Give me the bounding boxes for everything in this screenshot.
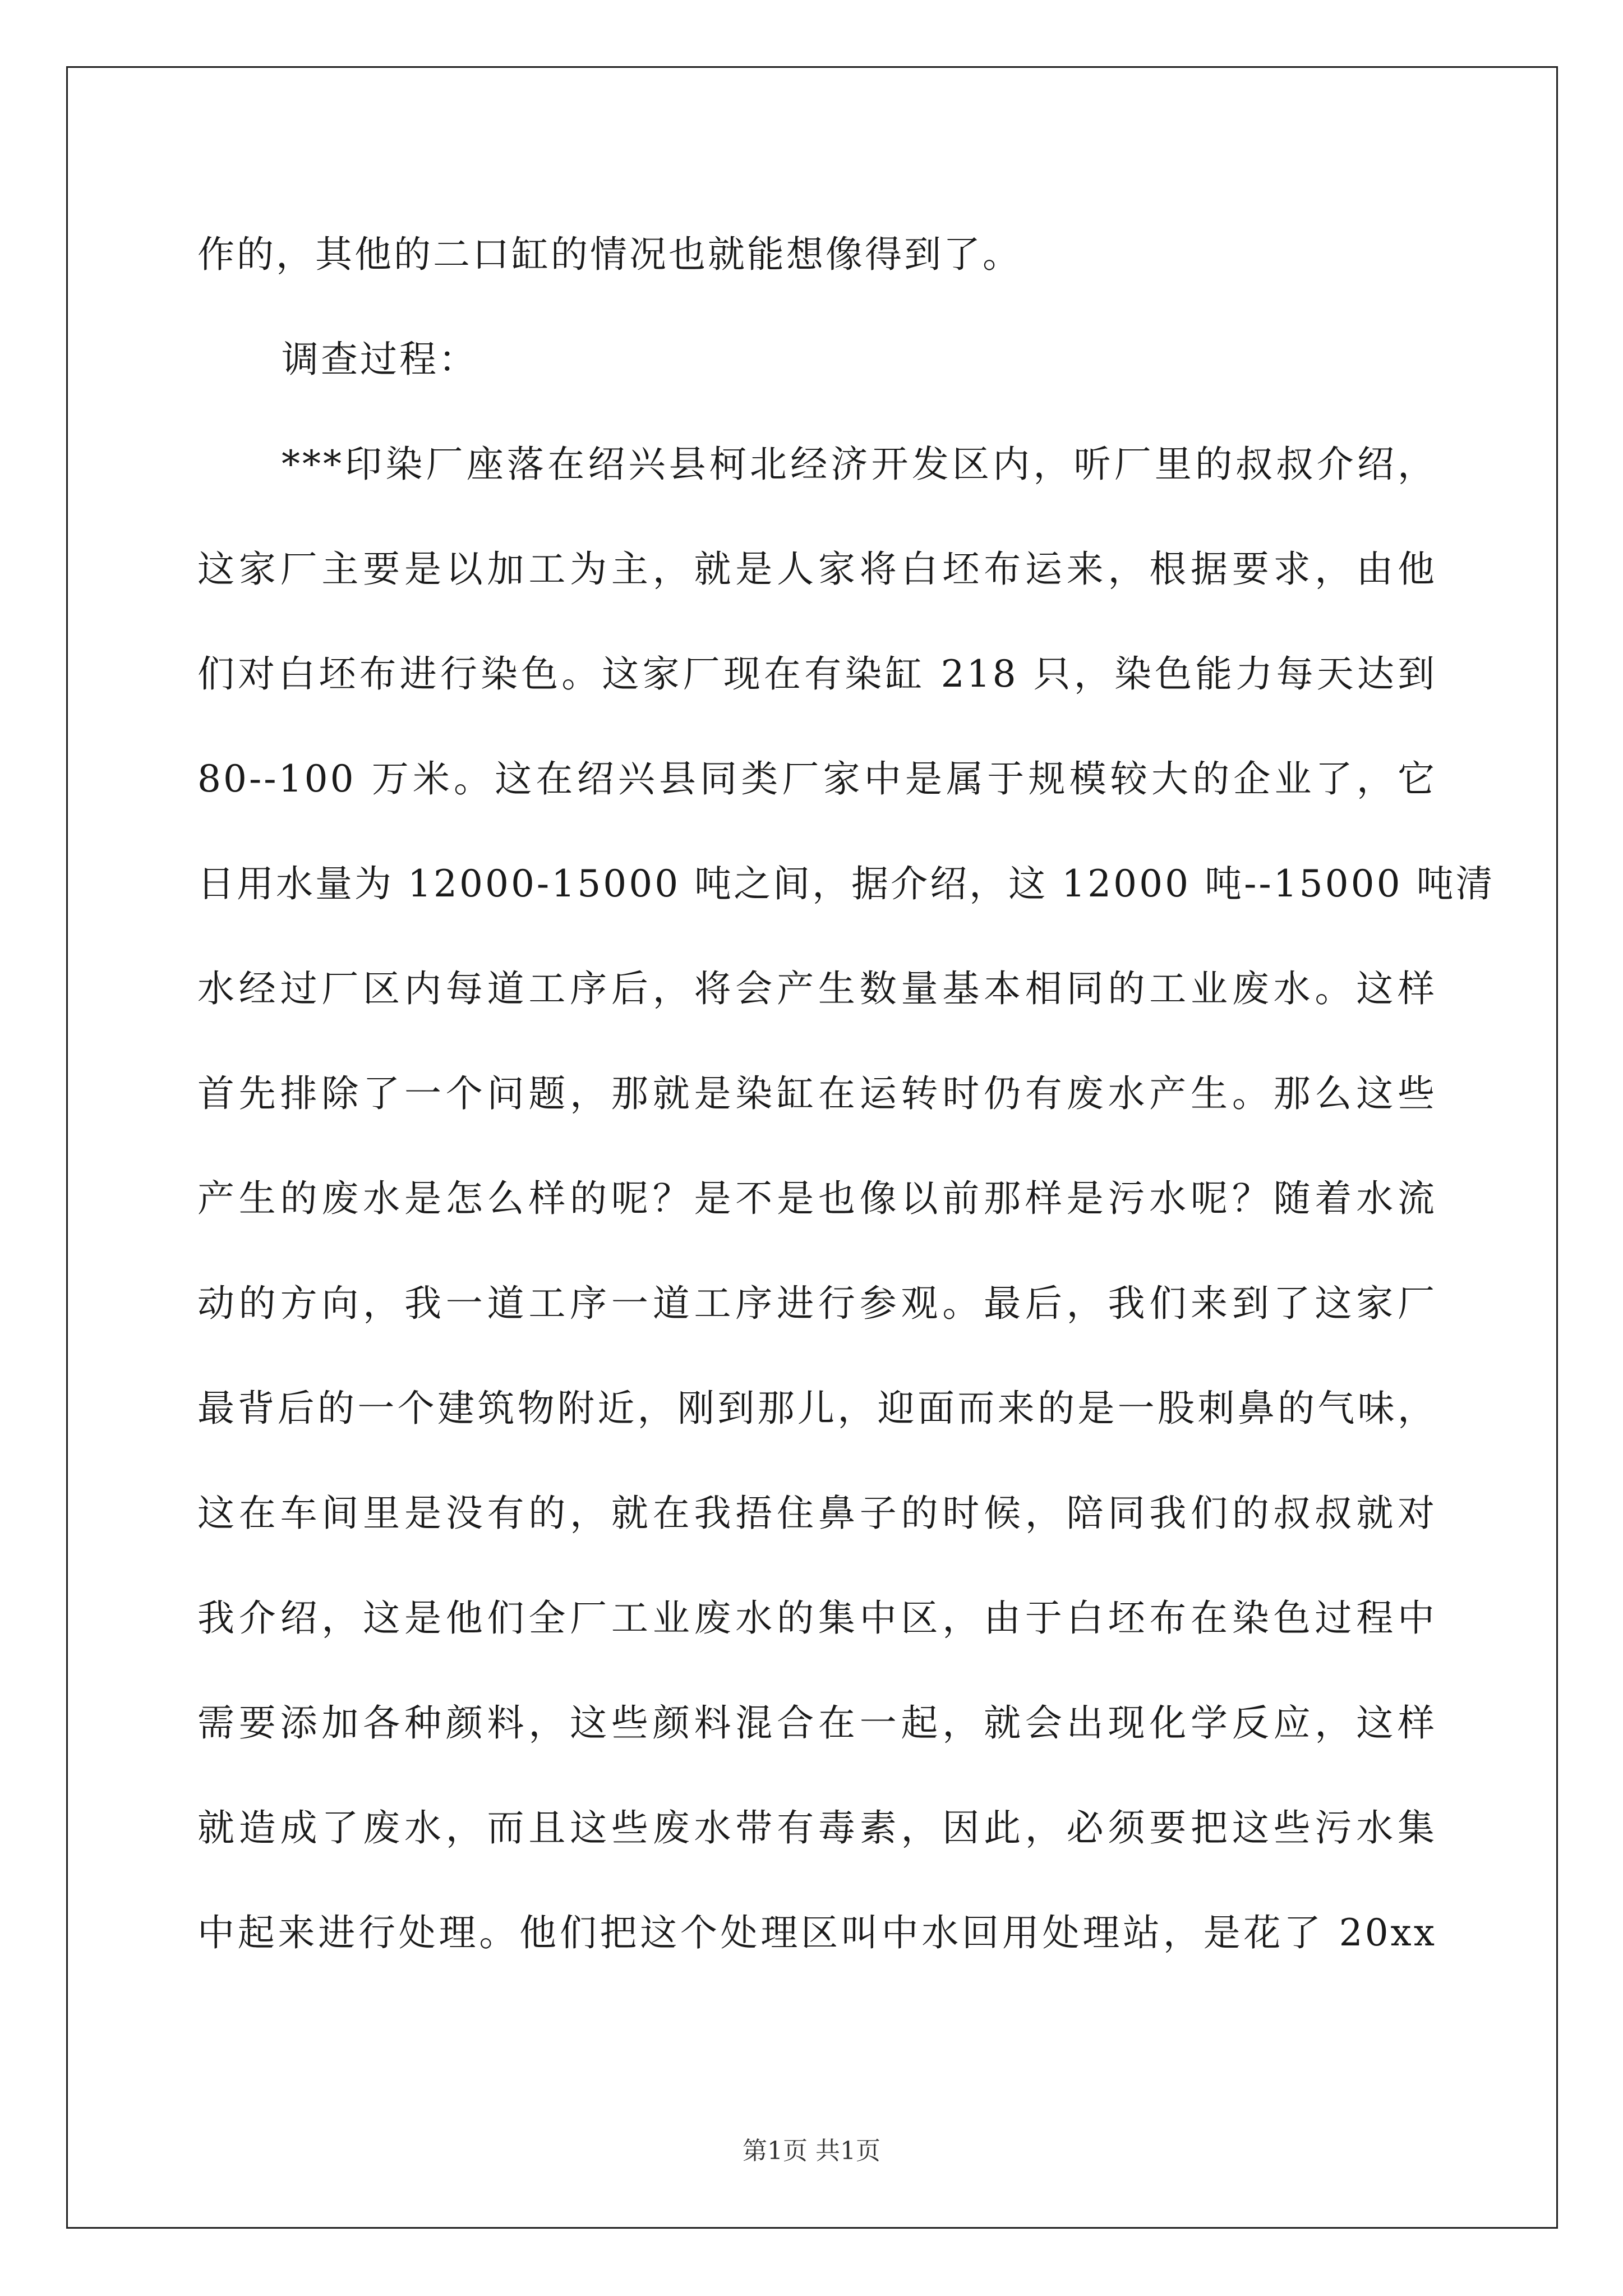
paragraph-line: 作的，其他的二口缸的情况也就能想像得到了。 — [197, 233, 1022, 276]
paragraph-line: 最背后的一个建筑物附近，刚到那儿，迎面而来的是一股刺鼻的气味， — [197, 1387, 1437, 1430]
paragraph-line: 水经过厂区内每道工序后，将会产生数量基本相同的工业废水。这样 — [197, 967, 1437, 1010]
paragraph-line: 就造成了废水，而且这些废水带有毒素，因此，必须要把这些污水集 — [197, 1806, 1437, 1849]
paragraph-line: 这在车间里是没有的，就在我捂住鼻子的时候，陪同我们的叔叔就对 — [197, 1492, 1437, 1535]
paragraph-line: 中起来进行处理。他们把这个处理区叫中水回用处理站，是花了 20xx — [197, 1911, 1437, 1954]
paragraph-line: 日用水量为 12000-15000 吨之间，据介绍，这 12000 吨--15000 吨清 — [197, 862, 1495, 905]
page-number-footer: 第1页 共1页 — [743, 2137, 880, 2165]
paragraph-line: 首先排除了一个问题，那就是染缸在运转时仍有废水产生。那么这些 — [197, 1072, 1437, 1115]
paragraph-line: ***印染厂座落在绍兴县柯北经济开发区内，听厂里的叔叔介绍， — [282, 443, 1437, 486]
paragraph-line: 我介绍，这是他们全厂工业废水的集中区，由于白坯布在染色过程中 — [197, 1596, 1437, 1640]
paragraph-line: 需要添加各种颜料，这些颜料混合在一起，就会出现化学反应，这样 — [197, 1701, 1437, 1745]
document-body — [197, 202, 1495, 1985]
paragraph-line: 这家厂主要是以加工为主，就是人家将白坯布运来，根据要求，由他 — [197, 547, 1437, 591]
section-heading: 调查过程： — [282, 338, 478, 381]
paragraph-line: 80--100 万米。这在绍兴县同类厂家中是属于规模较大的企业了，它 — [197, 757, 1437, 800]
paragraph-line: 动的方向，我一道工序一道工序进行参观。最后，我们来到了这家厂 — [197, 1282, 1437, 1325]
paragraph-line: 产生的废水是怎么样的呢？是不是也像以前那样是污水呢？随着水流 — [197, 1177, 1437, 1220]
paragraph-line: 们对白坯布进行染色。这家厂现在有染缸 218 只，染色能力每天达到 — [197, 652, 1437, 696]
